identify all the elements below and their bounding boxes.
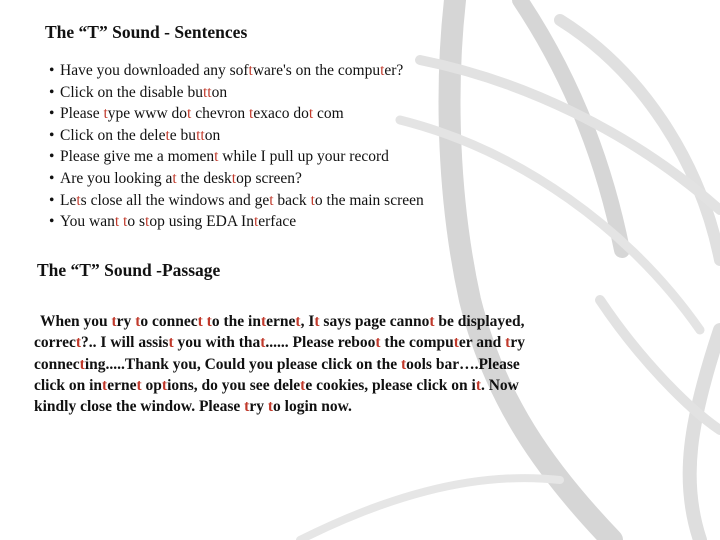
passage-line: click on internet options, do you see delete cookies, please click on it. Now [34, 376, 519, 394]
sentence-text: Have you downloaded any software's on the computer? [60, 62, 404, 79]
sentence-text: You want to stop using EDA Interface [60, 213, 297, 231]
sentence-text: Please give me a moment while I pull up your record [60, 148, 389, 166]
sentence-text: Click on the disable button [60, 83, 228, 101]
sentence-item [49, 168, 424, 190]
sentence-item [49, 211, 424, 233]
sentence-item [49, 190, 424, 212]
bullet-icon: • [49, 213, 55, 231]
bullet-icon: • [49, 126, 55, 144]
bullet-icon: • [49, 83, 55, 101]
bullet-icon: • [49, 62, 55, 79]
sentence-text: Are you looking at the desktop screen? [60, 169, 302, 187]
sentence-item [49, 125, 424, 147]
sentence-text: Click on the delete button [60, 126, 221, 144]
bullet-icon: • [49, 191, 55, 209]
passage-line: connecting.....Thank you, Could you please click on the tools bar….Please [34, 355, 520, 373]
passage-line: correct?.. I will assist you with that...... Please reboot the computer and try [34, 334, 525, 352]
sentence-item [49, 146, 424, 168]
passage-line: kindly close the window. Please try to login now. [34, 398, 352, 416]
bullet-icon: • [49, 105, 55, 123]
passage [34, 311, 674, 417]
bullet-icon: • [49, 169, 55, 187]
sentence-text: Lets close all the windows and get back to the main screen [60, 191, 424, 209]
bullet-icon: • [49, 148, 55, 166]
sentence-item [49, 82, 424, 104]
sentence-list [49, 60, 424, 233]
sentences-heading: The “T” Sound - Sentences [45, 22, 248, 42]
passage-heading: The “T” Sound -Passage [37, 260, 221, 280]
passage-line: When you try to connect to the internet, It says page cannot be displayed, [40, 313, 525, 330]
sentence-item [49, 60, 424, 82]
sentence-text: Please type www dot chevron texaco dot com [60, 105, 344, 123]
sentence-item [49, 103, 424, 125]
